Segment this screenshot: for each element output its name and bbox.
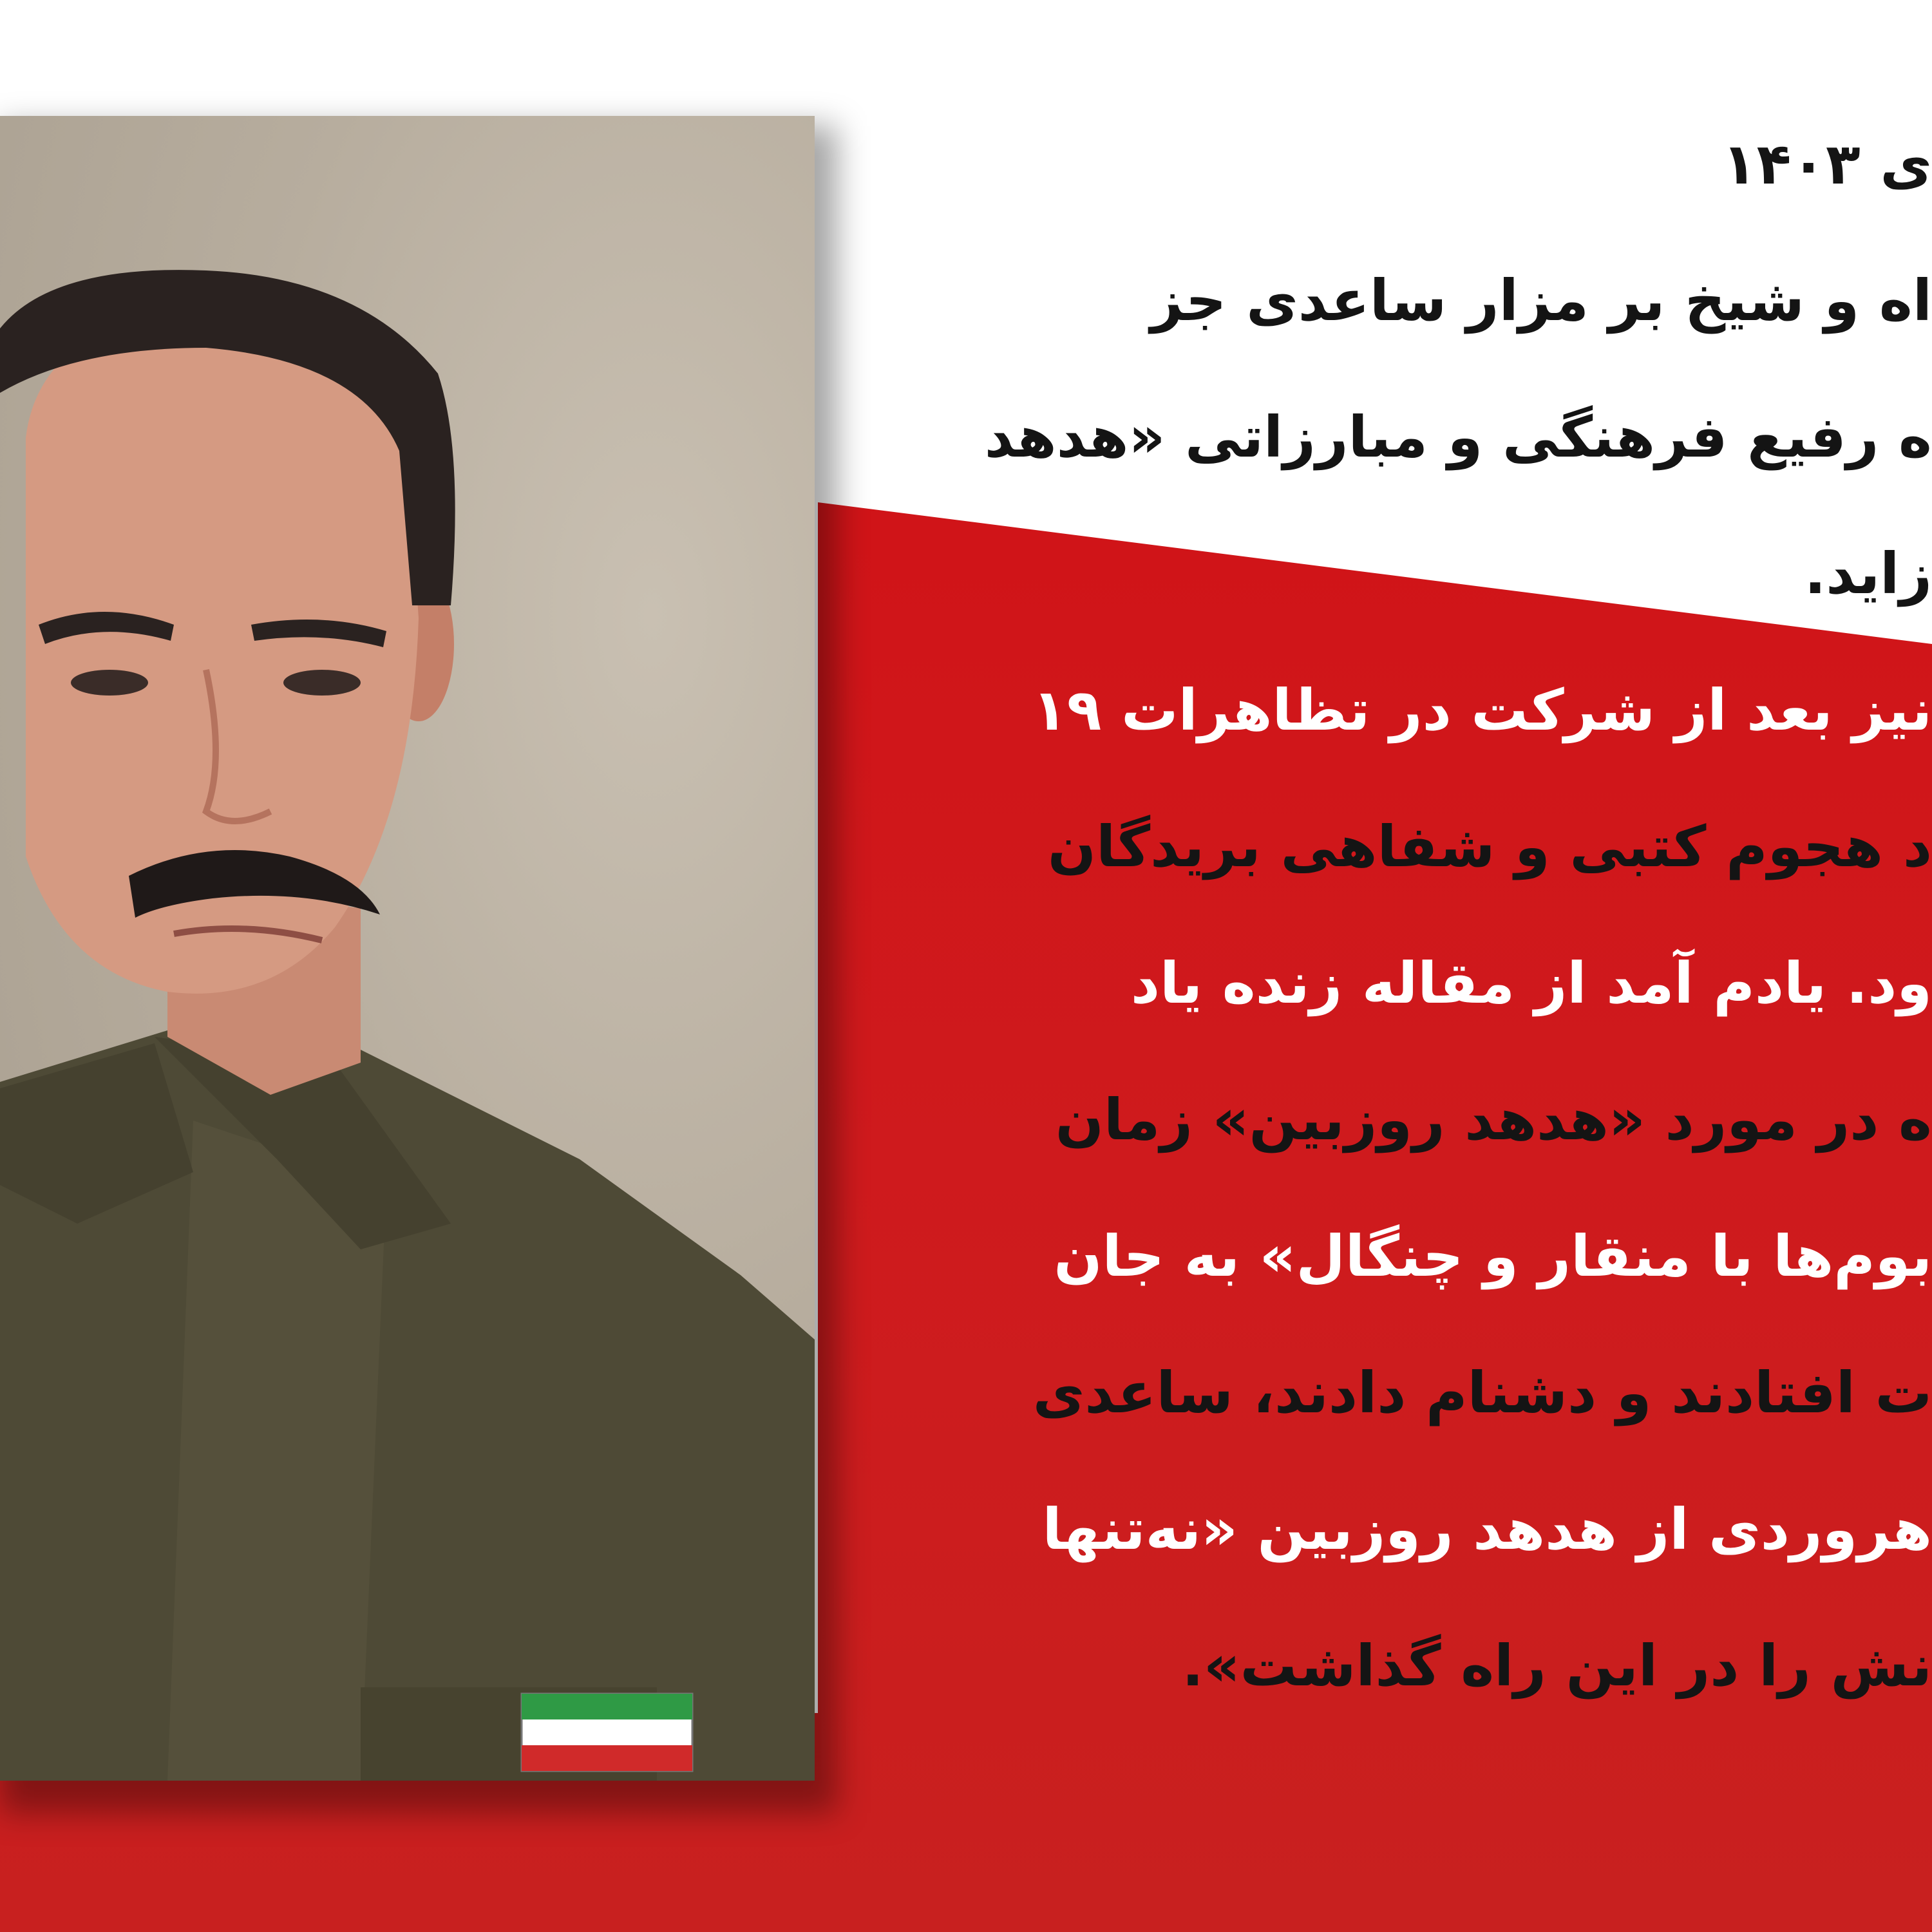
text-line: ه در مورد «هدهد روزبین» زمان	[1055, 1086, 1932, 1153]
text-line: اه و شیخ بر مزار ساعدی جز	[1150, 267, 1932, 334]
article-text	[882, 129, 1932, 1767]
text-line: ود. یادم آمد از مقاله زنده یاد	[1130, 950, 1932, 1016]
text-line: بوم‌ها با منقار و چنگال» به جان	[1054, 1223, 1932, 1289]
text-line: د هجوم کتبی و شفاهی بریدگان	[1047, 813, 1932, 880]
text-line: ه رفیع فرهنگی و مبارزاتی «هدهد	[984, 404, 1932, 470]
text-line: نیز بعد از شرکت در تظاهرات ۱۹	[1032, 677, 1932, 743]
text-line: زاید.	[1804, 540, 1932, 607]
portrait-illustration	[0, 116, 815, 1781]
text-line: ت افتادند و دشنام دادند، ساعدی	[1032, 1359, 1932, 1426]
portrait-photo	[0, 116, 815, 1781]
text-line: نش را در این راه گذاشت».	[1182, 1633, 1932, 1699]
text-line: ی ۱۴۰۳	[1721, 131, 1932, 197]
flag-patch-icon	[522, 1694, 692, 1771]
text-line: هروردی از هدهد روزبین «نه‌تنها	[1042, 1496, 1932, 1562]
